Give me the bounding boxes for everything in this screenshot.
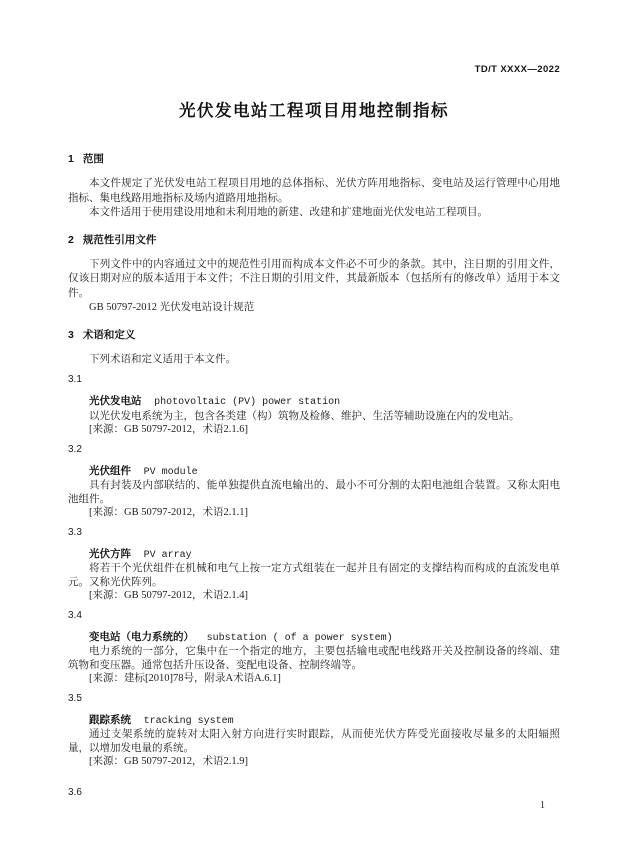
term-3-1-cn: 光伏发电站 <box>89 395 142 407</box>
term-3-4-cn: 变电站（电力系统的） <box>89 630 194 643</box>
term-3-1-definition: 以光伏发电系统为主，包含各类建（构）筑物及检修、维护、生活等辅助设施在内的发电站。 <box>89 410 520 422</box>
term-3-4-heading <box>68 631 560 646</box>
term-3-4-en: substation ( of a power system) <box>206 632 393 644</box>
term-3-5-definition: 通过支架系统的旋转对太阳入射方向进行实时跟踪，从而使光伏方阵受光面接收尽量多的太阳辐照量，以增加发电量的系统。 <box>68 729 560 754</box>
section-3-heading <box>68 329 560 342</box>
term-3-3-en: PV array <box>143 549 192 561</box>
term-3-1-source: [来源：GB 50797-2012，术语2.1.6] <box>89 424 248 435</box>
term-3-3-definition: 将若干个光伏组件在机械和电气上按一定方式组装在一起并且有固定的支撑结构而构成的直流发电单元。又称光伏阵列。 <box>68 563 560 588</box>
term-3-3-source: [来源：GB 50797-2012，术语2.1.4] <box>89 590 248 601</box>
term-3-4-number: 3.4 <box>68 609 82 621</box>
term-3-5-cn: 跟踪系统 <box>89 713 131 726</box>
term-3-4-source: [来源：建标[2010]78号，附录A术语A.6.1] <box>89 673 281 684</box>
term-3-2-number: 3.2 <box>68 443 82 455</box>
term-3-2-heading <box>68 465 560 480</box>
section-3-paragraph-1: 下列术语和定义适用于本文件。 <box>89 353 236 365</box>
term-3-2-cn: 光伏组件 <box>89 464 131 477</box>
standard-code: TD/T XXXX—2022 <box>474 64 560 75</box>
section-2-reference: GB 50797-2012 光伏发电站设计规范 <box>89 302 255 313</box>
term-3-3-number: 3.3 <box>68 526 82 538</box>
term-3-1-heading <box>68 395 560 410</box>
term-3-3-heading <box>68 548 560 563</box>
term-3-3-cn: 光伏方阵 <box>89 547 131 560</box>
term-3-5-source: [来源：GB 50797-2012，术语2.1.9] <box>89 756 248 767</box>
page-number: 1 <box>540 800 545 811</box>
term-3-2-en: PV module <box>143 466 198 478</box>
term-3-2-source: [来源：GB 50797-2012，术语2.1.1] <box>89 507 248 518</box>
section-1-number: 1 <box>68 153 74 165</box>
term-3-5-number: 3.5 <box>68 692 82 704</box>
section-1-paragraph-1: 本文件规定了光伏发电站工程项目用地的总体指标、光伏方阵用地指标、变电站及运行管理中心用地指标、集电线路用地指标及场内道路用地指标。 <box>68 178 560 204</box>
section-2-heading <box>68 234 560 247</box>
section-3-number: 3 <box>68 328 74 341</box>
section-1-heading <box>68 153 560 166</box>
section-2-paragraph-1: 下列文件中的内容通过文中的规范性引用而构成本文件必不可少的条款。其中，注日期的引用文件，仅该日期对应的版本适用于本文件；不注日期的引用文件，其最新版本（包括所有的修改单）适用于本文件。 <box>68 258 560 299</box>
term-3-6-number: 3.6 <box>68 786 82 798</box>
term-3-4-definition: 电力系统的一部分，它集中在一个指定的地方，主要包括输电或配电线路开关及控制设备的终端、建筑物和变压器。通常包括升压设备、变配电设备、控制终端等。 <box>68 646 560 671</box>
section-3-title: 术语和定义 <box>82 328 136 341</box>
section-2-title: 规范性引用文件 <box>82 233 157 246</box>
term-3-5-heading <box>68 714 560 729</box>
term-3-1-number: 3.1 <box>68 374 82 385</box>
section-1-title: 范围 <box>82 153 104 165</box>
section-1-paragraph-2: 本文件适用于使用建设用地和未利用地的新建、改建和扩建地面光伏发电站工程项目。 <box>89 207 488 218</box>
term-3-2-definition: 具有封装及内部联结的、能单独提供直流电输出的、最小不可分割的太阳电池组合装置。又称太阳电池组件。 <box>68 480 560 505</box>
document-title: 光伏发电站工程项目用地控制指标 <box>179 102 449 120</box>
section-2-number: 2 <box>68 233 74 246</box>
term-3-1-en: photovoltaic (PV) power station <box>154 397 341 408</box>
term-3-5-en: tracking system <box>143 715 234 727</box>
